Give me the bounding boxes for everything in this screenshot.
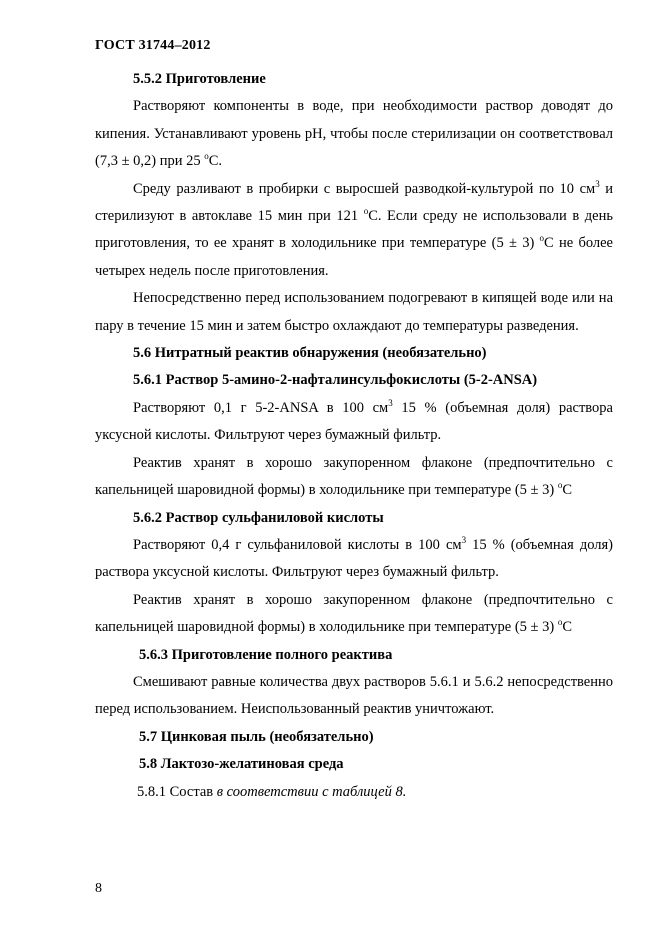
paragraph-5-6-2-2: Реактив хранят в хорошо закупоренном флаконе (предпочтительно с капельницей шаровидной формы) в холодильнике при температуре (5 ± 3) $^о$С: [95, 591, 613, 636]
paragraph-5-5-2-1: Растворяют компоненты в воде, при необходимости раствор доводят до кипения. Устанавливают уровень pH, чтобы после стерилизации он соответствовал (7,3 ± 0,2) при 25 $^о$С.: [95, 98, 613, 170]
page-number: 8: [95, 881, 102, 896]
heading-5-6-2: 5.6.2 Раствор сульфаниловой кислоты: [133, 509, 384, 526]
document-body: [95, 66, 613, 806]
heading-5-7: 5.7 Цинковая пыль (необязательно): [139, 728, 374, 745]
paragraph-5-8-1: 5.8.1 Состав в соответствии с таблицей 8.: [137, 783, 407, 800]
paragraph-5-6-2-1: Растворяют 0,4 г сульфаниловой кислоты в 100 $см^3$ 15 % (объемная доля) раствора уксусной кислоты. Фильтруют через бумажный фильтр.: [95, 534, 613, 581]
paragraph-5-5-2-3: Непосредственно перед использованием подогревают в кипящей воде или на пару в течение 15 мин и затем быстро охлаждают до температуры разведения.: [95, 290, 613, 334]
heading-5-6-1: 5.6.1 Раствор 5-амино-2-нафталинсульфокислоты (5-2-ANSA): [133, 372, 538, 389]
paragraph-5-6-1-2: Реактив хранят в хорошо закупоренном флаконе (предпочтительно с капельницей шаровидной формы) в холодильнике при температуре (5 ± 3) $^о$С: [95, 454, 613, 499]
heading-5-6: 5.6 Нитратный реактив обнаружения (необязательно): [133, 345, 487, 362]
heading-5-6-3: 5.6.3 Приготовление полного реактива: [139, 646, 393, 663]
paragraph-5-5-2-2: Среду разливают в пробирки с выросшей разводкой-культурой по 10 $см^3$ и стерилизуют в автоклаве 15 мин при 121 $^о$С. Если среду не использовали в день приготовления, то ее хранят в холодильнике при температуре (5 ± 3) $^о$С не более четырех недель после приготовления.: [95, 178, 614, 279]
table-reference: в соответствии с таблицей 8.: [216, 783, 407, 800]
paragraph-5-6-3-1: Смешивают равные количества двух растворов 5.6.1 и 5.6.2 непосредственно перед использованием. Неиспользованный реактив уничтожают.: [95, 673, 613, 718]
standard-header: ГОСТ 31744–2012: [95, 38, 211, 53]
heading-5-5-2: 5.5.2 Приготовление: [133, 71, 266, 87]
heading-5-8: 5.8 Лактозо-желатиновая среда: [139, 756, 344, 773]
paragraph-5-6-1-1: Растворяют 0,1 г 5-2-ANSA в 100 $см^3$ 15 % (объемная доля) раствора уксусной кислоты. Фильтруют через бумажный фильтр.: [95, 397, 613, 444]
